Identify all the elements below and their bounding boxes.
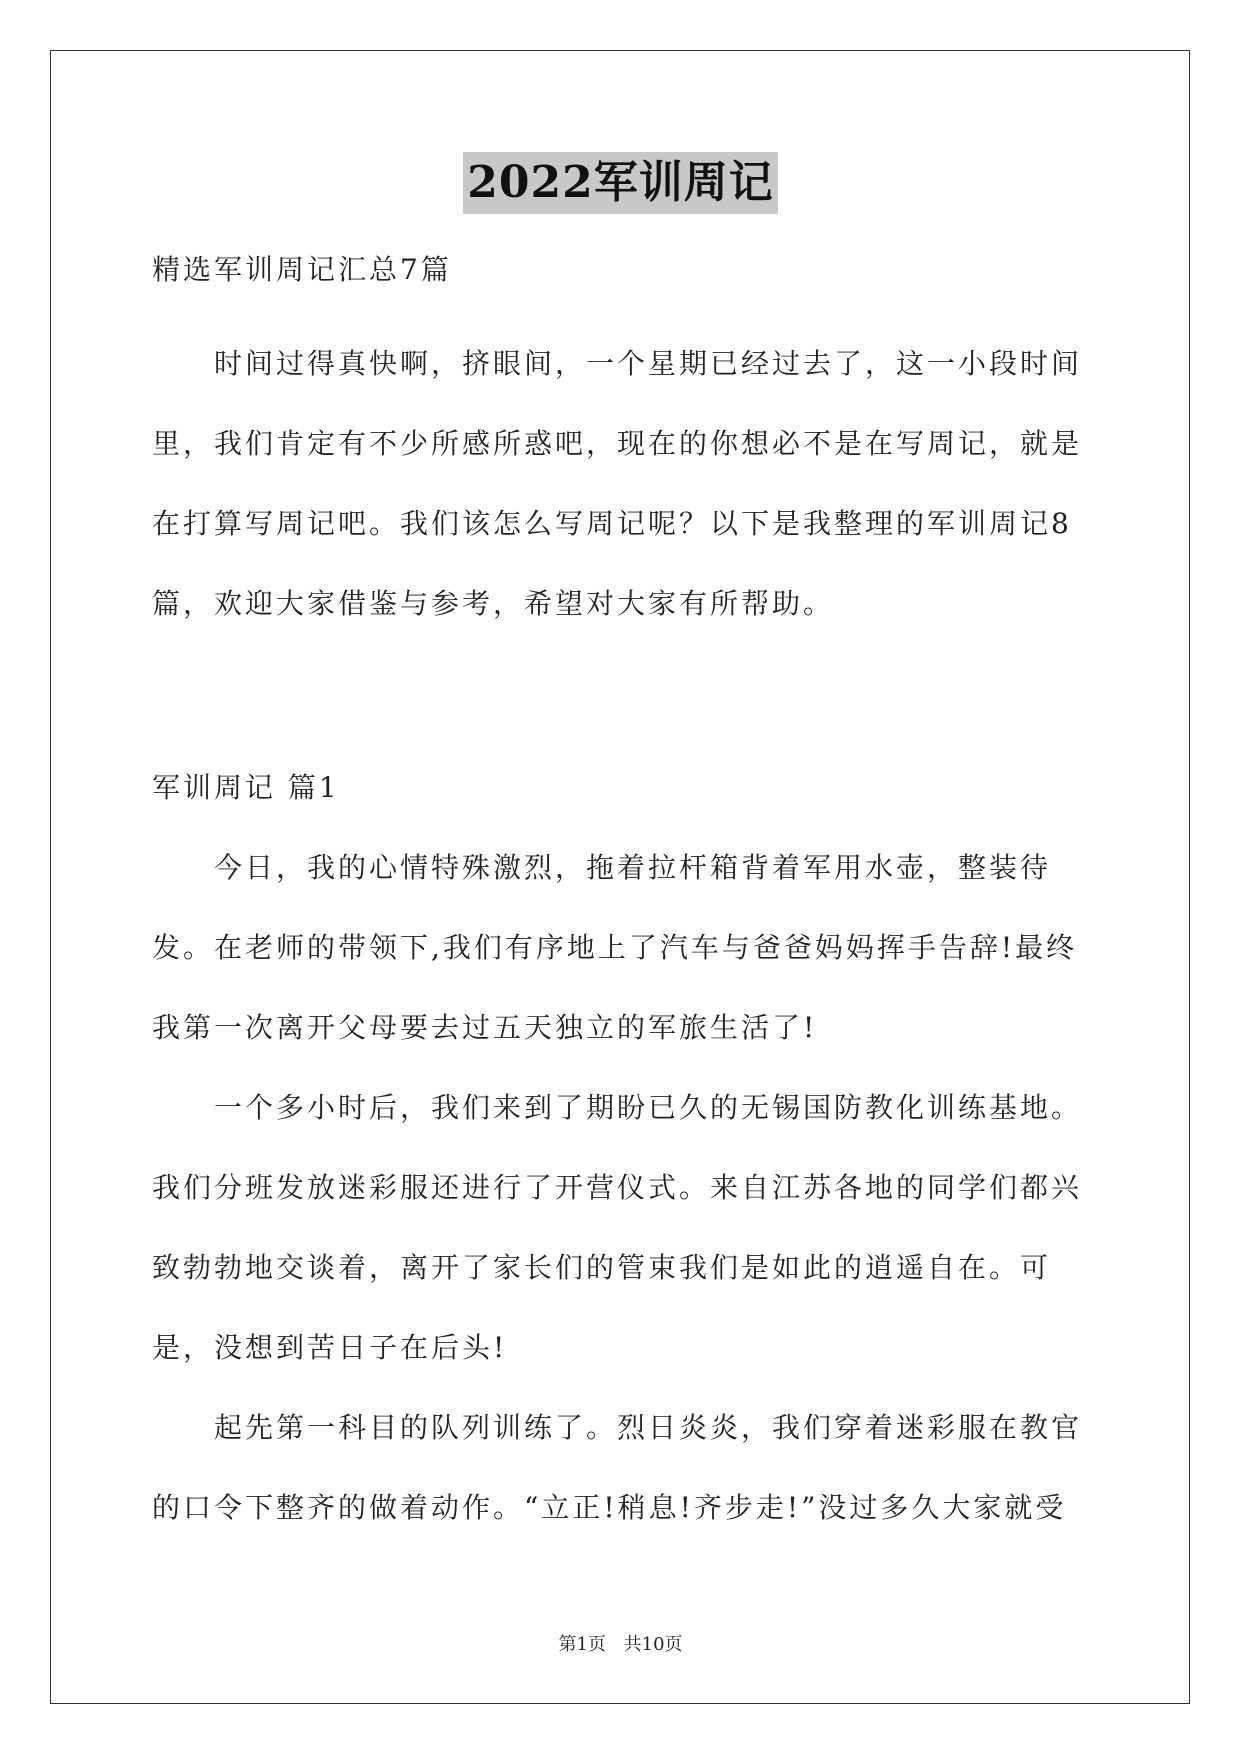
page-number: 第1页 [558, 1634, 606, 1655]
page-footer [0, 1630, 1241, 1656]
page-total: 共10页 [623, 1634, 683, 1655]
document-title: 2022军训周记 [463, 152, 777, 214]
body-paragraph: 今日，我的心情特殊激烈，拖着拉杆箱背着军用水壶，整装待发。在老师的带领下,我们有序地上了汽车与爸爸妈妈挥手告辞!最终我第一次离开父母要去过五天独立的军旅生活了! [152, 851, 1078, 1044]
body-paragraph: 起先第一科目的队列训练了。烈日炎炎，我们穿着迷彩服在教官的口令下整齐的做着动作。“立正!稍息!齐步走!”没过多久大家就受 [152, 1411, 1083, 1524]
title-area [0, 152, 1241, 214]
intro-paragraph: 时间过得真快啊，挤眼间，一个星期已经过去了，这一小段时间里，我们肯定有不少所感所惑吧，现在的你想必不是在写周记，就是在打算写周记吧。我们该怎么写周记呢？以下是我整理的军训周记8篇，欢迎大家借鉴与参考，希望对大家有所帮助。 [152, 347, 1083, 620]
document-subtitle: 精选军训周记汇总7篇 [152, 253, 452, 286]
section-heading: 军训周记 篇1 [152, 771, 340, 804]
document-body [152, 230, 1092, 1548]
body-paragraph: 一个多小时后，我们来到了期盼已久的无锡国防教化训练基地。我们分班发放迷彩服还进行了开营仪式。来自江苏各地的同学们都兴致勃勃地交谈着，离开了家长们的管束我们是如此的逍遥自在。可是，没想到苦日子在后头! [152, 1091, 1083, 1364]
